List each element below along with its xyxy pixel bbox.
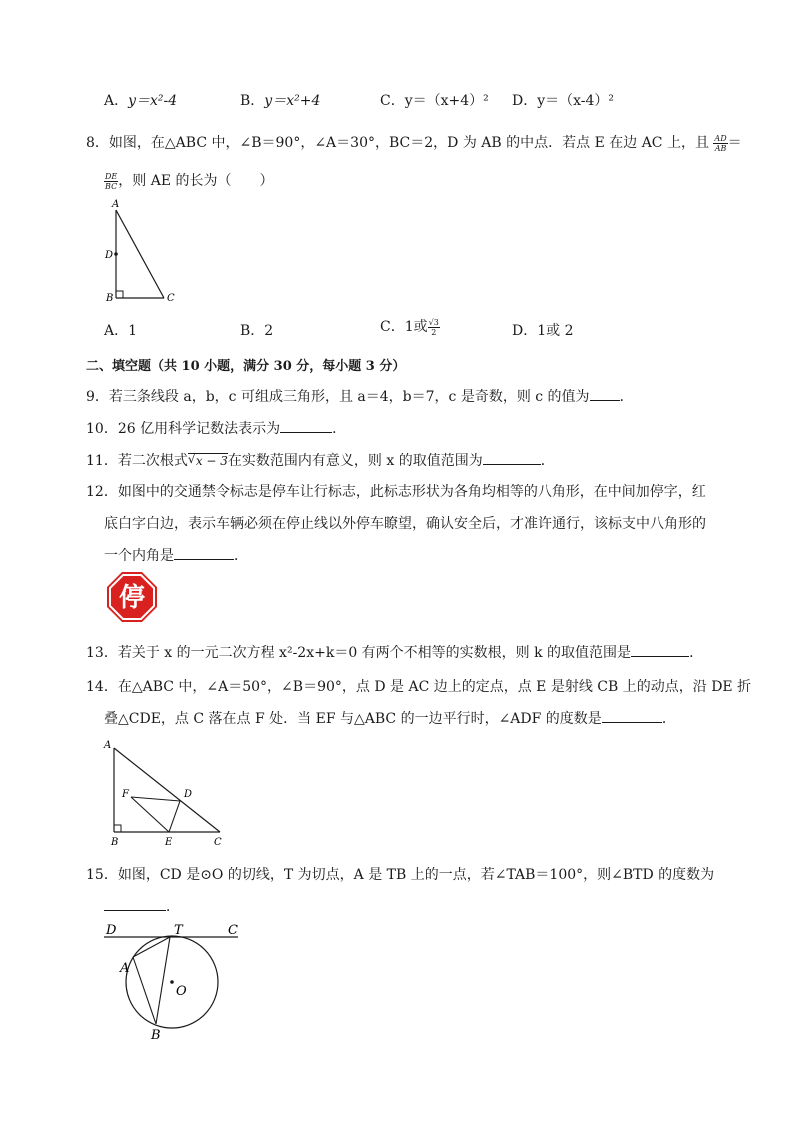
q7-option-a: A．y＝x²-4 <box>104 93 178 109</box>
q14-label-c: C <box>214 837 222 848</box>
q12-line1: 12．如图中的交通禁令标志是停车让行标志，此标志形状为各角均相等的八角形，在中间加停字，红 <box>86 484 706 500</box>
q8-label-b: B <box>106 293 114 304</box>
q11-text: 11．若二次根式 √ x − 3在实数范围内有意义，则 x 的取值范围为 ． <box>86 452 555 469</box>
q9-text: 9．若三条线段 a，b，c 可组成三角形，且 a＝4，b＝7，c 是奇数，则 c 的值为 ． <box>86 389 634 405</box>
q10-text: 10．26 亿用科学记数法表示为 ． <box>86 421 347 437</box>
q15-label-a: A <box>120 961 130 976</box>
q8-fraction-de-bc: $\frac{DE}{BC}$ <box>105 171 118 191</box>
q14-line1: 14．在△ABC 中，∠A＝50°，∠B＝90°，点 D 是 AC 边上的定点，点 E 是射线 CB 上的动点，沿 DE 折 <box>86 679 752 695</box>
q15-label-d: D <box>106 923 117 938</box>
q14-label-d: D <box>184 789 193 800</box>
q8-fraction-ad-ab: $\frac{AD}{AB}$ <box>714 133 727 153</box>
q14-label-e: E <box>165 837 173 848</box>
q12-line2: 底白字白边，表示车辆必须在停止线以外停车瞭望，确认安全后，才准许通行，该标支中八角形的 <box>104 516 706 532</box>
q14-label-f: F <box>122 789 129 800</box>
q8-option-c: C．1或 $\frac{√3}{2}$ <box>380 317 439 337</box>
q13-text: 13．若关于 x 的一元二次方程 x²-2x+k＝0 有两个不相等的实数根，则 k 的取值范围是 ． <box>86 645 704 661</box>
q8-option-a: A．1 <box>104 323 138 339</box>
q8-option-d: D．1或 2 <box>512 323 574 339</box>
q15-label-b: B <box>151 1028 161 1043</box>
q8-label-c: C <box>167 293 175 304</box>
q8-stem-line1: 8．如图，在△ABC 中，∠B＝90°，∠A＝30°，BC＝2，D 为 AB 的中点．若点 E 在边 AC 上，且 $\frac{AD}{AB}$ ＝ <box>86 133 742 153</box>
q15-label-o: O <box>176 984 187 999</box>
q12-line3: 一个内角是 ． <box>104 548 248 564</box>
stop-sign-char: 停 <box>118 583 146 613</box>
q8-label-a: A <box>112 199 120 210</box>
q8-stem-line2: $\frac{DE}{BC}$ ，则 AE 的长为（ ） <box>105 171 274 191</box>
q15-label-c: C <box>228 923 238 938</box>
q15-label-t: T <box>174 923 183 938</box>
q14-label-a: A <box>104 740 112 751</box>
q8-label-d: D <box>105 250 114 261</box>
q7-option-d: D．y＝（x-4）² <box>512 93 615 109</box>
q14-line2: 叠△CDE，点 C 落在点 F 处．当 EF 与△ABC 的一边平行时，∠ADF 的度数是 ． <box>104 711 676 727</box>
q11-radical: √ x − 3 <box>187 452 228 468</box>
q7-option-b: B．y＝x²+4 <box>240 93 321 109</box>
q7-option-c: C．y＝（x+4）² <box>380 93 489 109</box>
q8-option-b: B．2 <box>240 323 274 339</box>
q8-fraction-root3-2: $\frac{√3}{2}$ <box>428 317 439 337</box>
q15-line2: ． <box>104 896 180 916</box>
q15-line1: 15．如图，CD 是⊙O 的切线，T 为切点，A 是 TB 上的一点，若∠TAB＝100°，则∠BTD 的度数为 <box>86 867 715 883</box>
q14-label-b: B <box>111 837 119 848</box>
section-heading: 二、填空题（共 10 小题，满分 30 分，每小题 3 分） <box>86 359 406 374</box>
